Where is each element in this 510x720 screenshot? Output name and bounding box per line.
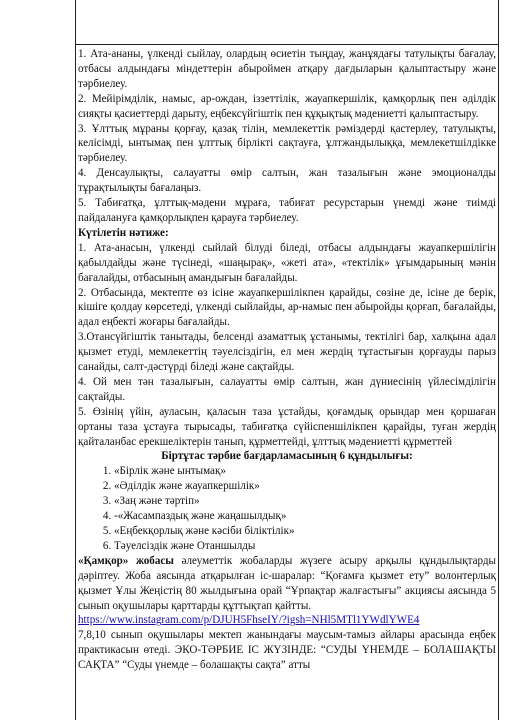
values-heading: Біртұтас тәрбие бағдарламасының 6 құндылығы: xyxy=(161,450,413,463)
result-item: 2. Отбасында, мектепте өз ісіне жауапкершілікпен қарайды, сөзіне де, ісіне де берік, кішіге қолдау көрсетеді, үлкенді сыйлайды, ар-намыс пен абыройды қорғап, бағалайды, адал еңбекті жоғары бағалайды. xyxy=(78,286,496,329)
project-description: әлеуметтік жобаларды жүзеге асыру арқылы құндылықтарды дәріптеу. Жоба аясында атқарылған іс-шаралар: “Қоғамға қызмет ету” волонтерлық қызмет Ұлы Жеңістің 80 жылдығына орай “Ұрпақтар жалғастығы” акциясы аясында 5 сынып оқушылары қарттарды құттықтап қайтты. xyxy=(78,554,496,612)
goal-item: 4. Денсаулықты, салауатты өмір салтын, жан тазалығын және эмоционалды тұрақтылықты бағалаңыз. xyxy=(78,167,496,195)
values-list xyxy=(78,464,496,553)
goal-item: 3. Ұлттық мұраны қорғау, қазақ тілін, мемлекеттік рәміздерді қастерлеу, татулықты, келісімді, ынтымақ пен ұлттық бірлікті сақтауға, ұлтжандылыққа, мемлекетшілдікке тәрбиелеу. xyxy=(78,122,496,165)
value-item: 4. -«Жасампаздық және жаңашылдық» xyxy=(114,509,496,524)
results-heading: Күтілетін нәтиже: xyxy=(78,226,169,239)
final-paragraph: 7,8,10 сынып оқушылары мектеп жанындағы маусым-тамыз айлары арасында еңбек практикасын өтеді. ЭКО-ТӘРБИЕ ІС ЖҮЗІНДЕ: “СУДЫ ҮНЕМДЕ – БОЛАШАҚТЫ САҚТА” “Суды үнемде – болашақты сақта” атты xyxy=(78,629,496,672)
project-paragraph xyxy=(78,554,496,614)
project-title: «Қамқор» жобасы xyxy=(78,554,174,567)
value-item: 3. «Заң және тәртіп» xyxy=(114,494,496,509)
result-item: 5. Өзінің үйін, ауласын, қаласын таза ұстайды, қоғамдық орындар мен қоршаған ортаны таза ұстауға тырысады, табиғатқа сүйіспеншілікпен қарайды, туған жердің қайталанбас ерекшеліктерін танып, құрметтейді, ұлттық мәдениетті құрметтей xyxy=(78,405,496,448)
goal-item: 1. Ата-ананы, үлкенді сыйлау, олардың өсиетін тыңдау, жанұядағы татулықты бағалау, отбасы алдындағы міндеттерін абыроймен атқару дағдыларын қалыптастыру және тәрбиелеу. xyxy=(78,48,496,90)
goal-item: 2. Мейірімділік, намыс, ар-ождан, іззеттілік, жауапкершілік, қамқорлық пен әділдік сияқты қасиеттерді дарыту, еңбексүйгіштік пен құқықтық мәдениетті қалыптастыру. xyxy=(78,92,496,120)
value-item: 6. Тәуелсіздік және Отаншылды xyxy=(114,539,496,554)
result-item: 4. Ой мен тән тазалығын, салауатты өмір салтын, жан дүниесінің үйлесімділігін сақтайды. xyxy=(78,375,496,403)
value-item: 5. «Еңбекқорлық және кәсіби біліктілік» xyxy=(114,524,496,539)
value-item: 1. «Бірлік және ынтымақ» xyxy=(114,464,496,479)
result-item: 3.Отансүйгіштік танытады, белсенді азаматтық ұстанымы, тектілігі бар, халқына адал қызмет етуді, мемлекеттің тәуелсіздігін, ел мен жердің тұтастығын қорғауды парыз санайды, салт-дәстүрді біледі және сақтайды. xyxy=(78,331,496,374)
link-paragraph xyxy=(78,613,496,628)
result-item: 1. Ата-анасын, үлкенді сыйлай білуді біледі, отбасы алдындағы жауапкершілігін қабылдайды және түсінеді, «шаңырақ», «жеті ата», «тектілік» ұғымдарының мәнін бағалайды, отбасының амандығын бағалайды. xyxy=(78,241,496,284)
value-item: 2. «Әділдік және жауапкершілік» xyxy=(114,479,496,494)
table-border-left xyxy=(75,0,76,720)
table-cell-content xyxy=(78,47,496,673)
instagram-link[interactable]: https://www.instagram.com/p/DJUH5FhseIY/?igsh=NHl5MTl1YWdlYWE4 xyxy=(78,614,420,627)
table-border-top xyxy=(75,44,499,45)
goal-item: 5. Табиғатқа, ұлттық-мәдени мұраға, табиғат ресурстарын үнемді және тиімді пайдалануға қамқорлықпен қарауға тәрбиелеу. xyxy=(78,197,496,224)
table-border-right xyxy=(498,0,499,720)
